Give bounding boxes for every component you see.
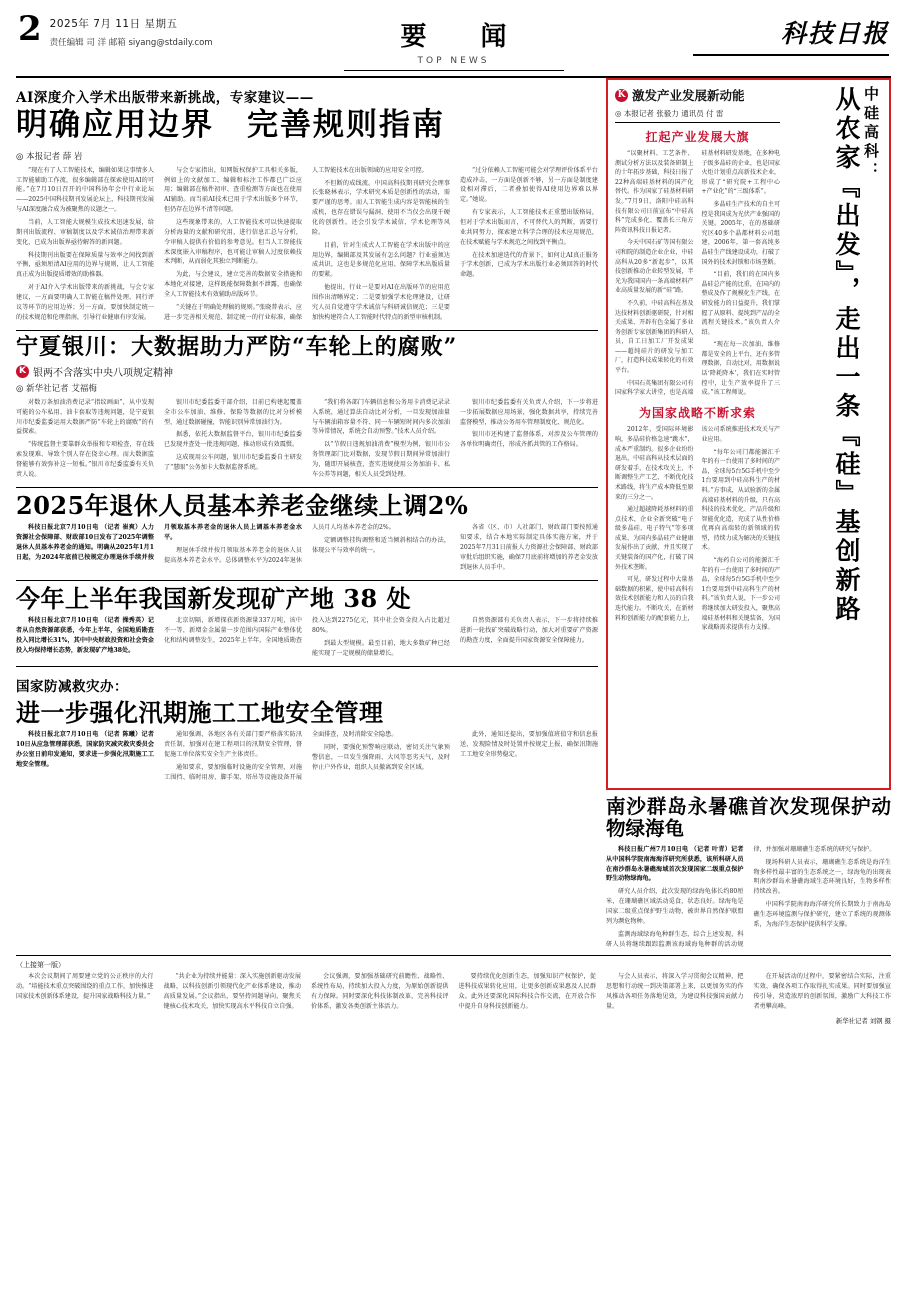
paragraph: 在开展活动的过程中，要紧密结合实际，注重实效，确保各项工作取得扎实成果。同时要加强宣传引导，营造浓厚的创新氛围，激励广大科技工作者勇攀高峰。 xyxy=(753,973,891,1011)
paragraph: 自然资源部有关负责人表示，下一步将持续推进新一轮找矿突破战略行动，加大对重要矿产资源的勘查力度，全面提升国家资源安全保障能力。 xyxy=(460,617,598,644)
feature-subhead-2: 为国家战略不断求索 xyxy=(638,406,756,421)
article-headline: 南沙群岛永暑礁首次发现保护动物绿海龟 xyxy=(606,795,891,841)
paragraph: 定额调整挂钩调整和适当倾斜相结合的办法，体现公平与效率的统一。 xyxy=(312,537,450,555)
paragraph: “传统监督主要靠群众举报和专项检查，存在线索发现难、导致个别人存在侥幸心理。而大数据监督能够有效弥补这一短板。”银川市纪委监委有关负责人说。 xyxy=(16,441,154,478)
article-green-turtle xyxy=(606,796,891,949)
brand-rule xyxy=(693,54,889,56)
dateline: 科技日报北京7月10日电 （记者 操秀英）记者从自然资源部获悉，今年上半年，全国地质勘查投入同比增长31%，其中中央财政投资和社会资金投入均保持增长态势，新发现矿产地38处。 xyxy=(16,617,154,654)
feature-subhead-1: 扛起产业发展大旗 xyxy=(645,130,750,144)
article-kicker: 国家防减救灾办： xyxy=(16,678,128,695)
section-title: 要 闻 xyxy=(400,22,521,52)
masthead-meta xyxy=(50,12,213,48)
article-headline: 进一步强化汛期施工工地安全管理 xyxy=(16,697,384,727)
feature-eyebrow-text: 激发产业发展新动能 xyxy=(632,88,745,103)
paragraph: “以聚材料、工艺条件、测试分析方法以及装备研制上的十年拓步基础，科技日报了22种高端硅基材料的国产化替代。作为国家了硅基材料研发。”7月9日，洛阳中硅高科技有限公司日前宣布“中硅高科”完成多化、覆盖长三角方阵资讯科技日报记者。 xyxy=(615,150,694,234)
paragraph: “过分依赖人工智能可能会对学理评价体系平台造成冲击，一方面是创新不够，另一方面是制度建设相对滞后，二者叠加使得AI使用边界难以界定。”她说。 xyxy=(460,166,598,204)
paragraph: 为此，与会建议，建立完善的数据安全措施和本地化对接建，这样既能保障数据不泄露，也确保全人工智能技术有效辅助出版环节。 xyxy=(164,271,302,298)
paragraph: “现在每一次加油、维修都是安全的上平台，还有多管理数据，自动比对，用数据说话‘降耗降本’，我们在实时管控中，让生产效率提升了三成。”该工程师说。 xyxy=(701,341,780,397)
paragraph: 在技术加速迭代的背景下，如何让AI真正服务于学术创新，已成为学术出版行业必须回答的时代命题。 xyxy=(460,251,598,279)
paragraph: 研究人员介绍，此次发现的绿海龟体长约80厘米，在珊瑚礁区域活动觅食，状态良好。绿海龟是国家二级重点保护野生动物，被世界自然保护联盟列为濒危物种。 xyxy=(606,888,744,925)
series-badge-icon: K xyxy=(16,365,29,378)
lead-paragraph xyxy=(606,845,744,884)
paragraph: 此外，通知还提出，要加强值班值守和信息报送，发现险情及时处置并按规定上报，确保汛期施工工地安全形势稳定。 xyxy=(460,731,598,758)
paragraph: 与会人员表示，将深入学习贯彻会议精神，把思想和行动统一到决策部署上来，以更加务实的作风推动各项任务落地见效，为建设科技强国贡献力量。 xyxy=(606,973,744,1011)
section-title-en: TOP NEWS xyxy=(417,56,490,66)
paragraph: “每年公司门都能源汇千年的有一台使用了多时间的产品，全球每5台5G手机中至少1台要用到中硅高科生产的材料。”方事成，从试验新的金属高端硅基材料的升级，只有高科技的技术优化、产品升级和智能优化造，充成了从性价格优再向高端转的新领域的转型，持续力成为解决的关键技术。 xyxy=(701,448,780,552)
article-flood-site-safety xyxy=(16,675,598,783)
paragraph: “现在有了人工智能技术，编辑如果这事情多人工智能辅助工作流，很多编辑部在探索使用AI的可能。”在7月10日召开的中国科协年会中行业论坛——2025中国科技期刊发展论坛上，科技期刊发展与AI深度融合成为被聚焦的议题之一。 xyxy=(16,166,154,214)
continued-section xyxy=(0,955,907,1025)
article-kicker: AI深度介入学术出版带来新挑战，专家建议—— xyxy=(16,90,314,106)
paragraph: 银川市纪委监委干部介绍，目前已构建起覆盖全市公车加油、维修、保险等数据的比对分析模型，通过数据碰撞，智能识别异常加油行为。 xyxy=(164,398,302,426)
article-yinchuan-bigdata xyxy=(16,335,598,480)
article-body xyxy=(16,166,598,323)
page-body xyxy=(0,78,907,949)
paragraph: 这些现象带来的，人工智能技术可以快速提取分析海量的文献和研究用，进行信息汇总与分析，令审稿人提供有价值的参考意见。但当人工智能技术深度嵌入审稿程序，也可能让审稿人过度依赖技术判断，从而弱化其独立判断能力。 xyxy=(164,218,302,266)
feature-body xyxy=(615,149,780,399)
article-divider xyxy=(16,666,598,667)
paragraph: 可见，研发过程中大量基础数据的积累，使中硅高科有效技术创新能力和人员的自我迭代能力。不断攻关，在新材料和创新能力的配套能力上，该公司系统推进技术攻关与产业应用。 xyxy=(615,426,780,622)
article-series-label xyxy=(16,364,598,379)
paragraph: 要持续优化创新生态，加强知识产权保护，促进科技成果转化应用，让更多创新成果惠及人民群众。此外还要深化国际科技合作交流，在开放合作中提升自身科技创新能力。 xyxy=(458,973,596,1011)
paragraph: 这成现用公车问题，银川市纪委监委自主研发了“慧眼”公务加卡大数据监督系统。 xyxy=(164,454,302,471)
photo-credit: 新华社记者 刘钢 摄 xyxy=(835,1017,891,1026)
paragraph: 通知强调，各地区各有关部门要严格落实防汛责任制，加强对在建工程项目的汛期安全管理，督促施工单位落实安全生产主体责任。 xyxy=(164,731,302,758)
article-body xyxy=(16,398,598,480)
paragraph: 不久前，中硅高科在基及达技材料创新驱研院，针对相关成果、开辟有色金属了多业务创新专家创新集团的科研人员，自工日加工厂开发成果——超纯硅片的研发与加工厂，打造科技成果转化的有效平台。 xyxy=(615,299,694,375)
feature-body-zone xyxy=(615,86,786,782)
feature-article-zhonggui xyxy=(606,78,891,790)
article-new-mineral-sites xyxy=(16,585,598,659)
feature-vertical-kicker: 中硅高科： xyxy=(862,86,880,181)
paragraph: 多晶硅生产技术的自主可控是我国成为光伏产业强国的关键。2005年，在的基础研究区40多个晶都材料公司组建，2006年，第一套高纯多晶硅生产线建设成功，打破了国外的技术封锁和市场垄断。 xyxy=(701,200,780,266)
paragraph: 银川市还构建了监督体系，对涉及公车管理的各单位明确责任，形成齐抓共管的工作格局。 xyxy=(460,431,598,449)
article-divider xyxy=(16,330,598,331)
paragraph: “共企业为持续并能量：深入实施创新驱动发展战略，以科技创新引领现代化产业体系建设，推动高质量发展。”会议指出，要坚持问题导向，聚焦关键核心技术攻关，加快实现高水平科技自立自强。 xyxy=(163,973,301,1011)
masthead xyxy=(0,0,907,76)
paragraph: 会议强调，要加强基础研究前瞻性、战略性、系统性布局，持续加大投入力度，为原始创新提供有力保障。同时要深化科技体制改革，完善科技评价体系，激发各类创新主体活力。 xyxy=(311,973,449,1011)
paragraph: 他提出，行业一是要对AI在出版环节的应用范围作出清晰界定；二是要加强学术伦理建设，让研究人员自觉遵守学术诚信与科研诚信规范；三是要加快构建符合人工智能时代特点的新型审核机制。 xyxy=(312,284,450,321)
paragraph: 通过超越降耗基材料的重点技术，企业全新突破“电子级多晶硅、电子特气”等多项成果，为国内多晶硅产业健康发展作出了贡献，并且实现了关键装备的国产化，打破了国外技术垄断。 xyxy=(615,506,694,571)
paragraph: 各省（区、市）人社部门、财政部门要按照通知要求，结合本地实际制定具体实施方案，并于2025年7月31日前报人力资源社会保障部、财政部审批后组织实施，确保7月底前将增加的养老金发放到退休人员手中。 xyxy=(460,524,598,571)
paragraph: 银川市纪委监委有关负责人介绍，下一步将进一步拓展数据应用场景，强化数据共享，持续完善监督模型，推动公务用车管理制度化、规范化。 xyxy=(460,398,598,426)
section-rule xyxy=(344,70,564,71)
paragraph: 北京切隔，新增探获新资源量337万吨，该中不一等，新增金金属量一步范围内国际产业整体优化和结构调整发生，2025年上半年，全国地质勘查投入达到2275亿元，其中社会资金投入占比超过80%。 xyxy=(164,617,450,644)
paragraph: 通知要求，要加强临时设施的安全管理，对施工围挡、临时用房、脚手架、塔吊等设施设备开展全面排查，及时消除安全隐患。 xyxy=(164,731,398,781)
article-pension-increase xyxy=(16,492,598,573)
editor-contact: 责任编辑 司 洋 邮箱 siyang@stdaily.com xyxy=(49,38,213,48)
page-number: 2 xyxy=(18,9,42,49)
paragraph: 理退休手续并按月领取基本养老金的退休人员提高基本养老金水平。总体调整水平为2024年退休人员月人均基本养老金的2%。 xyxy=(164,524,395,564)
paragraph: 监测海域绿海龟种群生态，综合上述发现，科研人员将继续跟踪监测该海域海龟种群的活动规律，并加强对珊瑚礁生态系统的研究与保护。 xyxy=(606,845,876,948)
paragraph: “海药自公司的能源汇千年的有一台使用了多时间的产品，全球每5台5G手机中至少1台要用到中硅高科生产的材料。”该负责人说，下一步公司将继续加大研发投入，聚焦高端硅基材料和关键装备，为国家战略需求提供有力支撑。 xyxy=(701,557,780,632)
paragraph: 对于AI介入学术出版带来的新挑战，与会专家建议，一方面要明确人工智能在稿件处理、同行评议等环节的应用边界；另一方面，要加快制定统一的技术规范和伦理指南，引导行业健康有序发展。 xyxy=(16,284,154,321)
paragraph: 中国科学院南海海洋研究所长期致力于南海岛礁生态环境监测与保护研究，建立了系统的观测体系，为海洋生态保护提供科学支撑。 xyxy=(753,901,891,928)
paragraph: 与会专家指出，知网版权保护工具相关多版，例如上的文献加工、编辑和标注工作都已广泛应用；编辑部在稿件初审、查重检测等方面也在使用AI辅助。而当前AI技术已用于学术出版多个环节，但仍存在边界不清等问题。 xyxy=(164,166,302,214)
feature-vertical-title: 从农家『出发』，走出一条『硅』基创新路 xyxy=(832,86,861,625)
section-header xyxy=(344,16,564,71)
paragraph: 据悉，依托大数据监督平台，银川市纪委监委已发现并查处一批违规问题，推动形成有效震慑。 xyxy=(164,431,302,449)
masthead-brand xyxy=(693,14,889,56)
feature-vertical-headline xyxy=(786,86,882,782)
paragraph: 今天中国石矿等国有限公司和院的制造企业企业，中硅高科从20多“新起步”，以其技创新推动企业转型发展，半光为我国国内一条高端材料产业高质量发展的新“硅”路。 xyxy=(615,239,694,295)
newspaper-brand: 科技日报 xyxy=(780,19,889,48)
paragraph: 2012年，受国际环境影响，多晶硅价格急速“跳水”，成本严重制约。很多企业纷纷退出，中硅高科从技术层面的研发着手，在技术攻关上、不断调整生产工艺，不断优化技术路线，将生产成本降低至原来的三分之一。 xyxy=(615,426,694,501)
paragraph: 目前，针对生成式人工智能在学术出版中的应用边界，编辑部及其发展有怎么问题？行业亟须达成共识，这也是多规范化应用、保障学术出版质量的要紧。 xyxy=(312,241,450,279)
dateline: 科技日报北京7月10日电 （记者 陈曦）记者10日从应急管理部获悉，国家防灾减灾救灾委员会办公室日前印发通知，要求进一步强化汛期施工工地安全管理。 xyxy=(16,731,154,768)
article-headline: 宁夏银川：大数据助力严防“车轮上的腐败” xyxy=(16,333,458,360)
article-body xyxy=(16,730,598,782)
article-headline: 明确应用边界 完善规则指南 xyxy=(16,107,445,143)
paragraph: 当前，人工智能大规模生成技术迅速发展，给期刊出版流程、审稿制度以及学术诚信治理带来新变化，已成为出版界亟待解答的新问题。 xyxy=(16,218,154,246)
series-label-text: 银两不含落实中央八项规定精神 xyxy=(33,367,173,379)
section-divider xyxy=(16,955,891,956)
feature-eyebrow xyxy=(615,86,780,104)
left-column-zone xyxy=(16,78,606,949)
series-badge-icon: K xyxy=(615,89,628,102)
article-byline: ◎ 本报记者 薛 岩 xyxy=(16,151,83,162)
lead-paragraph xyxy=(16,730,154,769)
paragraph: 科技期刊出版要在保障质量与效率之间找到新平衡，亟须厘清AI应用的边界与规则，让人工智能真正成为出版提质增效的助推器。 xyxy=(16,251,154,279)
feature-body-2 xyxy=(615,425,780,632)
paragraph: 同时，要强化预警响应联动，密切关注气象预警信息，一旦发生强降雨、大风等恶劣天气，及时停止户外作业，组织人员撤离到安全区域。 xyxy=(312,744,450,771)
article-headline: 今年上半年我国新发现矿产地 38 处 xyxy=(16,583,412,613)
continued-body xyxy=(16,972,891,1013)
dateline: 科技日报北京7月10日电 （记者 崔爽）人力资源社会保障部、财政部10日发布了2025年调整退休人员基本养老金的通知。明确从2025年1月1日起，为2024年底前已按规定办理退休手续并按月领取基本养老金的退休人员上调基本养老金水平。 xyxy=(16,524,302,561)
lead-paragraph xyxy=(16,616,154,655)
paragraph: 对数万条加油消费记录“指纹画面”，从中发现可能的公车私用、油卡套取等违规问题，是宁夏银川市纪委监委运用大数据严防“车轮上的腐败”的有益探索。 xyxy=(16,398,154,436)
continuation-tag: （上接第一版） xyxy=(16,961,65,970)
paragraph: 中国石英集团有限公司有国家科学家大讲堂，也是高端硅基材料研发基地，在多种电子级多晶硅的企业，也是国家火炬计划重点高新技术企业，形成了“研究院+工程中心+产业化”的“三级体系”。 xyxy=(615,150,780,397)
paragraph: “目前，我们的在国内多晶硅总产能的比重，在国内的整成及作了规模化生产线，在研发能力的日益提升，我们掌握了从原料、提纯到产品的全流程关键技术。”该负责人介绍。 xyxy=(701,271,780,336)
publication-date: 2025年 7月 11日 星期五 xyxy=(49,18,178,30)
article-divider xyxy=(16,487,598,488)
paragraph: 以“节假日违规加油消费”模型为例，银川市公务管理部门比对数据，发现节假日期间异常加油行为，随即开展核查，查实违规使用公务加油卡、私车公养等问题，相关人员受到处理。 xyxy=(312,441,450,478)
article-body xyxy=(16,616,598,658)
paragraph: 不但断的成线流。中国高科技期刊研究会理事长张晓林表示，学术研究本质是创新性的活动，需要严谨的思考。而人工智能生成内容是智能核的生成机，也存在错误与漏洞，使用不当仅会出现千硬化的创新性，还会引发学术诚信、学术伦理等风险。 xyxy=(312,179,450,236)
paragraph: “关键在于明确处理稿的规则。”张晓普表示，应进一步完善相关规范、制定统一的行业标准，确保人工智能技术在出版领域的应用安全可控。 xyxy=(164,166,428,321)
right-column-zone xyxy=(606,78,891,949)
paragraph: 到最大型规模。最至目前，地大多数矿种已经能实现了一定规模的储量增长。 xyxy=(312,639,450,657)
article-divider xyxy=(16,580,598,581)
masthead-left xyxy=(18,9,213,49)
paragraph: 有专家表示，人工智能技术正重塑出版格局，但对于学术出版而言，不可替代人的判断，需要行业共同努力，探索建立科学合理的技术应用规范，在技术赋能与学术规范之间找到平衡点。 xyxy=(460,209,598,246)
article-body xyxy=(606,845,891,950)
paragraph: “我们将各部门车辆信息和公务用卡消费记录录入系统，通过算法自动比对分析，一旦发现加油量与车辆油箱容量不符、同一车辆短时间内多次加油等异常情况，系统会自动预警。”技术人员介绍。 xyxy=(312,398,450,436)
article-ai-publishing xyxy=(16,86,598,323)
article-byline: ◎ 新华社记者 艾福梅 xyxy=(16,383,97,394)
article-headline: 2025年退休人员基本养老金继续上调2% xyxy=(16,490,469,520)
paragraph: 现场科研人员表示，珊瑚礁生态系统是海洋生物多样性最丰富的生态系统之一，绿海龟的出现表明南沙群岛永暑礁海域生态环境良好，生物多样性持续改善。 xyxy=(753,858,891,896)
article-body xyxy=(16,523,598,572)
paragraph: 本次会议期间了周要建立党的公正秩序的大行动。“培能技术重点突破围绕的重点工作，加快推进国家技术创新体系建设，提升国家战略科技力量。” xyxy=(16,973,154,1001)
dateline: 科技日报广州7月10日电 （记者 叶青）记者从中国科学院南海海洋研究所获悉，该所科研人员在南沙群岛永暑礁海域首次发现国家二级重点保护野生动物绿海龟。 xyxy=(606,845,744,883)
feature-byline: ◎ 本报记者 张毅力 通讯员 付 雷 xyxy=(615,108,780,123)
